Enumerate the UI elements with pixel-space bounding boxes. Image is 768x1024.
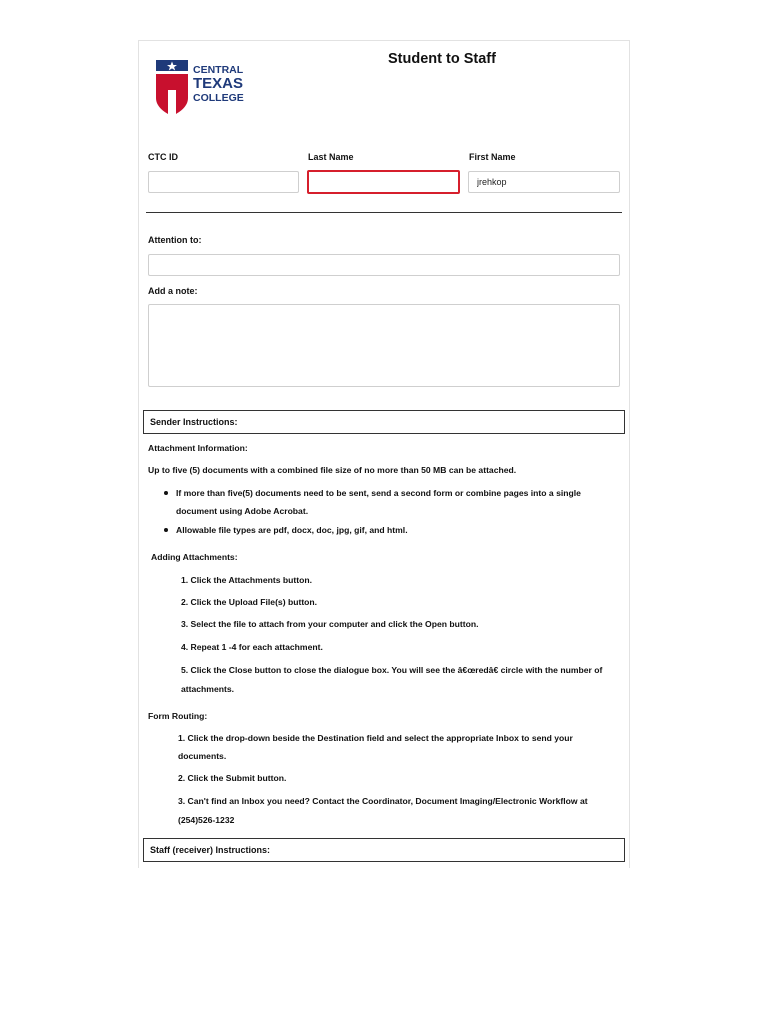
bullet-1-line-2: document using Adobe Acrobat. <box>176 506 309 516</box>
first-name-label: First Name <box>469 152 516 162</box>
routing-step-3-line-1: 3. Can't find an Inbox you need? Contact the Coordinator, Document Imaging/Electronic Workflow at <box>178 796 588 806</box>
adding-step-5-line-1: 5. Click the Close button to close the dialogue box. You will see the â€œredâ€ circle with the number of <box>181 665 603 675</box>
attachment-heading: Attachment Information: <box>148 443 248 453</box>
sender-instructions-header: Sender Instructions: <box>143 410 625 434</box>
first-name-input[interactable] <box>468 171 620 193</box>
adding-step-5-line-2: attachments. <box>181 684 235 694</box>
bullet-2-line-1: Allowable file types are pdf, docx, doc, jpg, gif, and html. <box>176 525 408 535</box>
routing-step-3-line-2: (254)526-1232 <box>178 815 235 825</box>
staff-instructions-header: Staff (receiver) Instructions: <box>143 838 625 862</box>
adding-step-2: 2. Click the Upload File(s) button. <box>181 597 318 607</box>
routing-heading: Form Routing: <box>148 711 208 721</box>
bullet-icon <box>164 528 168 532</box>
adding-step-4: 4. Repeat 1 -4 for each attachment. <box>181 642 323 652</box>
last-name-input[interactable] <box>307 170 460 194</box>
routing-step-2: 2. Click the Submit button. <box>178 773 287 783</box>
form-title: Student to Staff <box>388 51 496 67</box>
attention-to-input[interactable] <box>148 254 620 276</box>
ctc-id-input[interactable] <box>148 171 299 193</box>
adding-step-3: 3. Select the file to attach from your computer and click the Open button. <box>181 619 479 629</box>
form-page <box>138 40 630 868</box>
logo-text-1: CENTRAL <box>193 64 244 76</box>
attention-to-label: Attention to: <box>148 235 202 245</box>
logo-text-2: TEXAS <box>193 75 244 92</box>
adding-heading: Adding Attachments: <box>151 552 238 562</box>
add-note-label: Add a note: <box>148 286 198 296</box>
routing-step-1-line-1: 1. Click the drop-down beside the Destination field and select the appropriate Inbox to send your <box>178 733 573 743</box>
last-name-label: Last Name <box>308 152 354 162</box>
routing-step-1-line-2: documents. <box>178 751 227 761</box>
logo-text-3: COLLEGE <box>193 92 244 104</box>
central-texas-college-logo <box>152 54 248 122</box>
ctc-id-label: CTC ID <box>148 152 178 162</box>
attachment-intro: Up to five (5) documents with a combined file size of no more than 50 MB can be attached. <box>148 465 517 475</box>
bullet-icon <box>164 491 168 495</box>
adding-step-1: 1. Click the Attachments button. <box>181 575 312 585</box>
bullet-1-line-1: If more than five(5) documents need to be sent, send a second form or combine pages into a single <box>176 488 581 498</box>
section-divider <box>146 212 622 213</box>
note-textarea[interactable] <box>148 304 620 387</box>
